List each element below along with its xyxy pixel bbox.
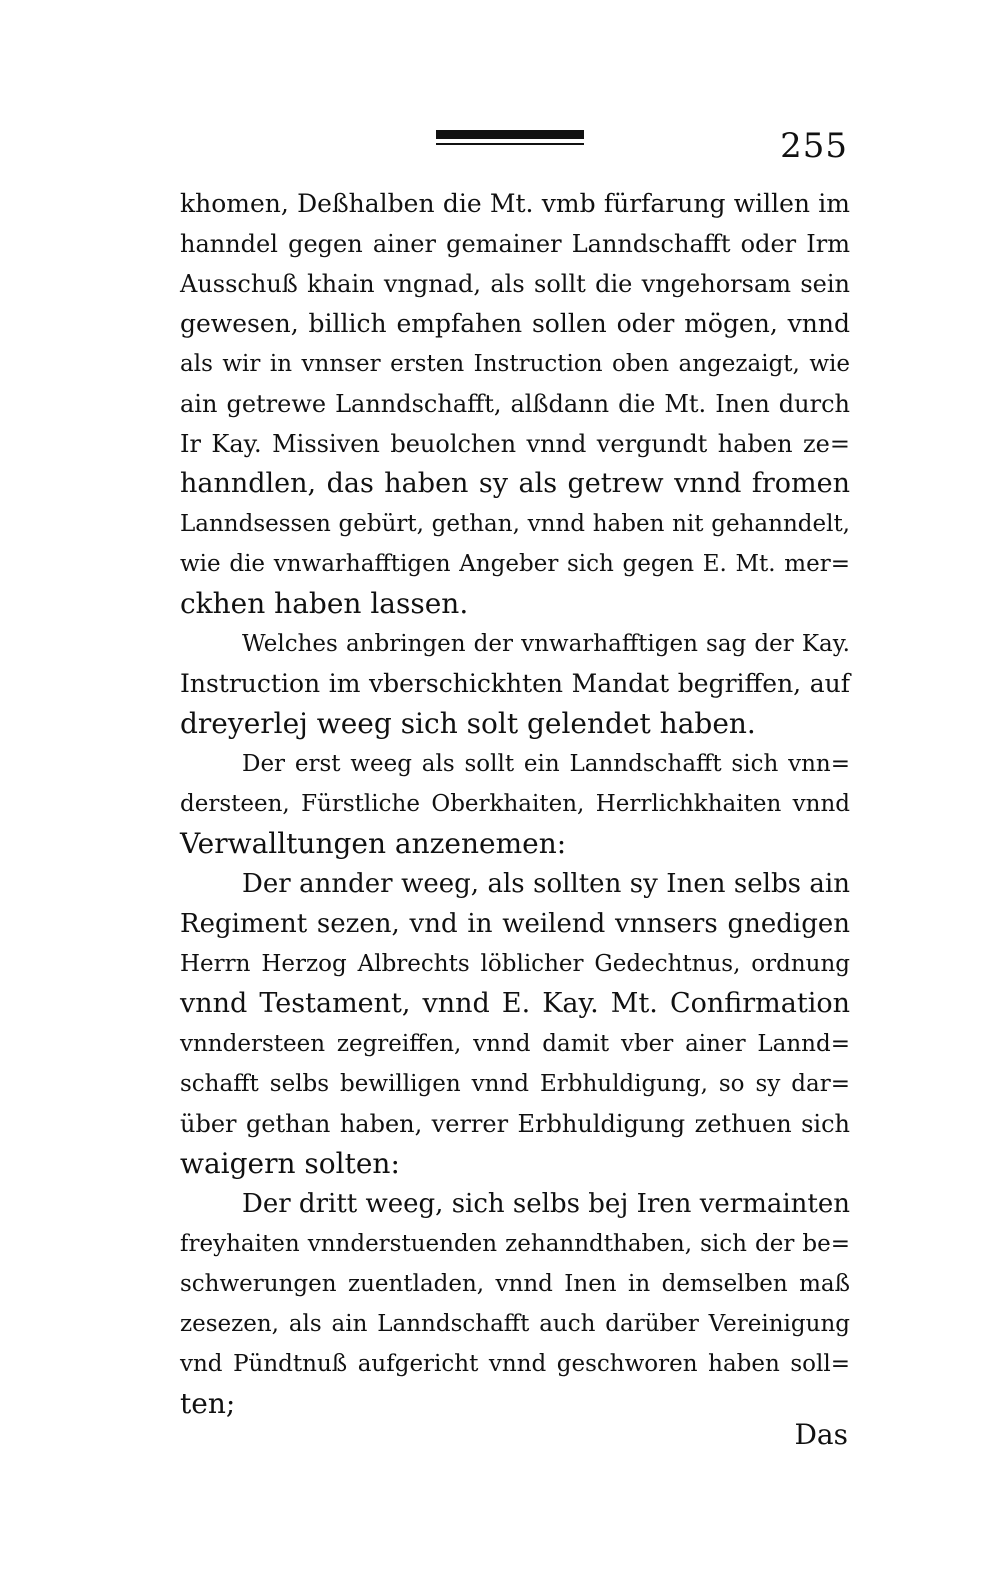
page-number: 255: [780, 126, 848, 166]
text-line: über gethan haben, verrer Erbhuldigung zethuen sich: [180, 1110, 850, 1138]
text-line: als wir in vnnser ersten Instruction oben angezaigt, wie: [180, 351, 850, 377]
text-line: Der erst weeg als sollt ein Lanndschafft sich vnn=: [242, 751, 850, 777]
text-line: Regiment sezen, vnd in weilend vnnsers gnedigen: [180, 909, 850, 939]
header-rule-thick: [436, 130, 584, 139]
text-line: freyhaiten vnnderstuenden zehanndthaben, sich der be=: [180, 1231, 850, 1257]
text-line: vnndersteen zegreiffen, vnnd damit vber ainer Lannd=: [180, 1031, 850, 1057]
text-line: waigern solten:: [180, 1147, 400, 1180]
text-line: zesezen, als ain Lanndschafft auch darüber Vereinigung: [180, 1311, 850, 1337]
text-line: ain getrewe Lanndschafft, alßdann die Mt. Inen durch: [180, 390, 850, 418]
text-line: vnd Pündtnuß aufgericht vnnd geschworen haben soll=: [180, 1351, 850, 1377]
text-line: hanndlen, das haben sy als getrew vnnd fromen: [180, 468, 850, 499]
text-line: Ausschuß khain vngnad, als sollt die vngehorsam sein: [180, 270, 850, 298]
text-line: Herrn Herzog Albrechts löblicher Gedechtnus, ordnung: [180, 951, 850, 977]
text-line: Welches anbringen der vnwarhafftigen sag der Kay.: [242, 631, 850, 657]
text-line: schwerungen zuentladen, vnnd Inen in demselben maß: [180, 1271, 850, 1297]
text-line: gewesen, billich empfahen sollen oder mögen, vnnd: [180, 309, 850, 338]
text-line: Lanndsessen gebürt, gethan, vnnd haben nit gehanndelt,: [180, 511, 850, 537]
text-line: Instruction im vberschickhten Mandat begriffen, auf: [180, 669, 850, 698]
text-line: ten;: [180, 1387, 236, 1420]
text-line: hanndel gegen ainer gemainer Lanndschafft oder Irm: [180, 230, 850, 258]
catchword: Das: [794, 1418, 848, 1451]
header-rule: [436, 130, 584, 146]
body-text: [180, 184, 850, 1424]
text-line: vnnd Testament, vnnd E. Kay. Mt. Confirmation: [180, 988, 850, 1019]
header-rule-thin: [436, 143, 584, 145]
text-line: Ir Kay. Missiven beuolchen vnnd vergundt haben ze=: [180, 430, 850, 458]
text-line: khomen, Deßhalben die Mt. vmb fürfarung willen im: [180, 189, 850, 218]
text-line: dreyerlej weeg sich solt gelendet haben.: [180, 707, 756, 740]
text-line: schafft selbs bewilligen vnnd Erbhuldigung, so sy dar=: [180, 1071, 850, 1097]
text-line: Verwalltungen anzenemen:: [180, 827, 567, 860]
text-line: ckhen haben lassen.: [180, 587, 469, 620]
text-line: Der dritt weeg, sich selbs bej Iren vermainten: [242, 1189, 850, 1219]
text-line: dersteen, Fürstliche Oberkhaiten, Herrlichkhaiten vnnd: [180, 791, 850, 817]
text-line: Der annder weeg, als sollten sy Inen selbs ain: [242, 869, 850, 899]
text-line: wie die vnwarhafftigen Angeber sich gegen E. Mt. mer=: [180, 551, 850, 577]
